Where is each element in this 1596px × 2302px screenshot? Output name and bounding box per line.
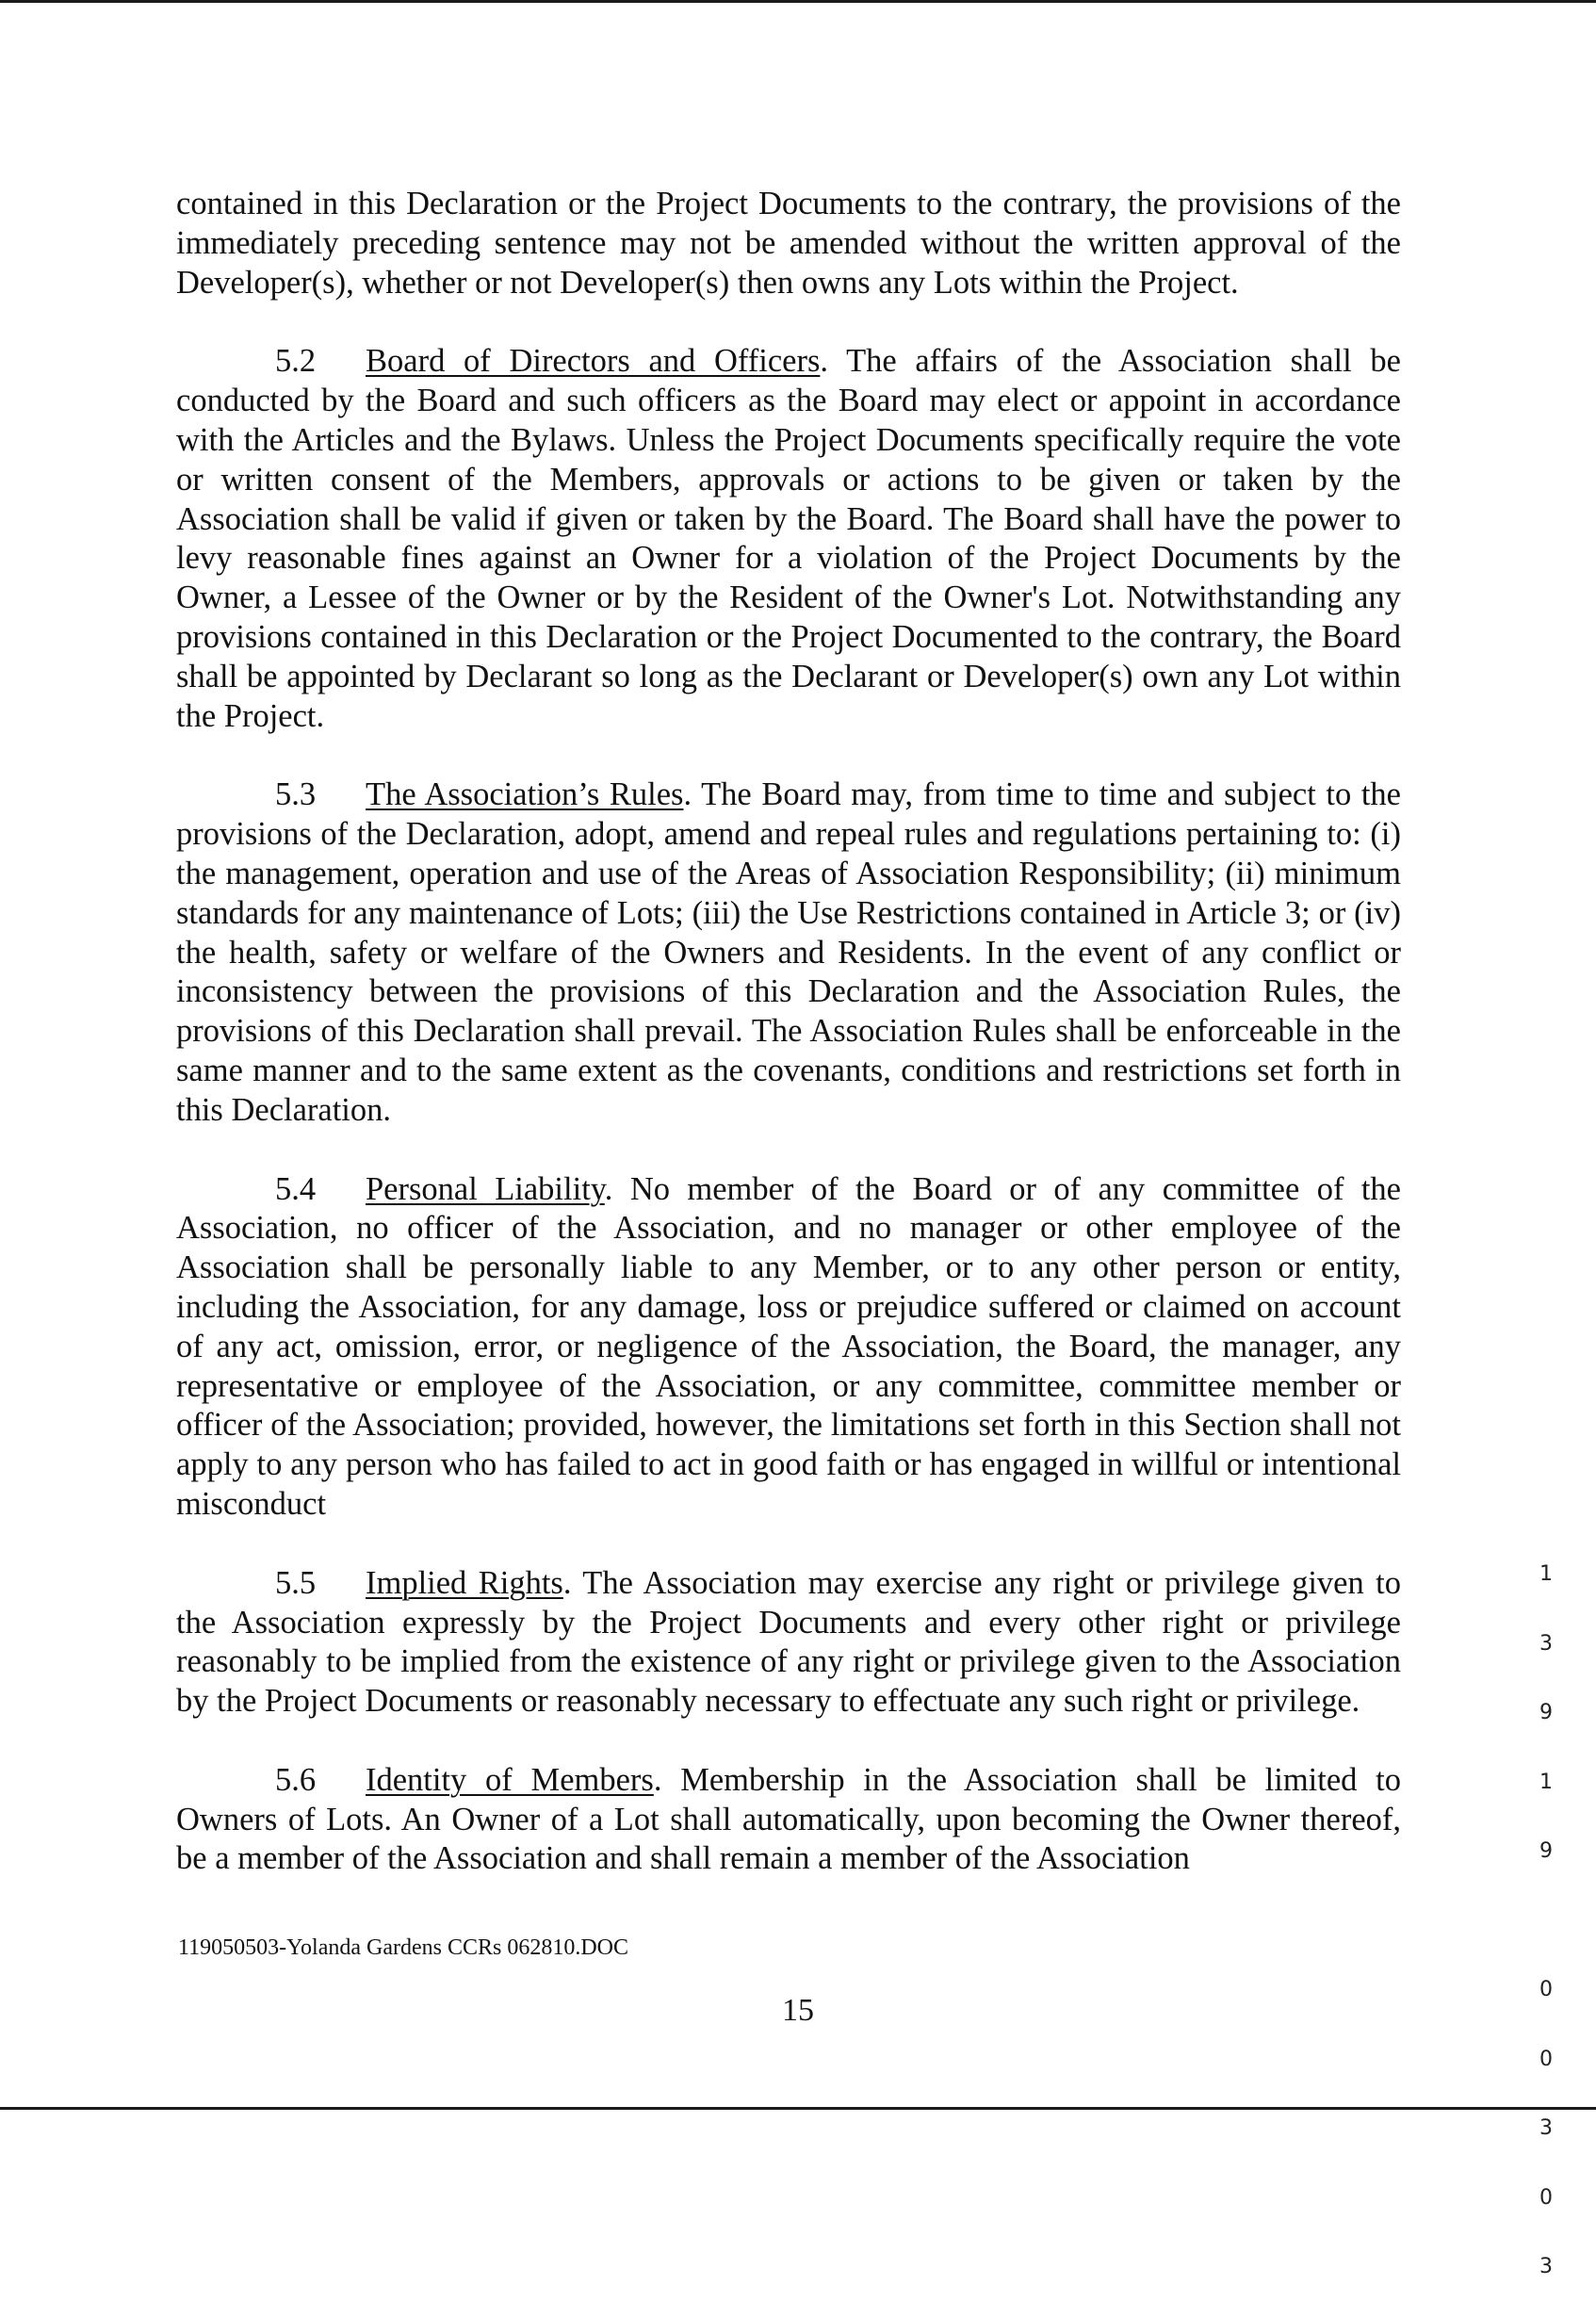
stamp-char: 3	[1539, 1631, 1553, 1656]
section-title: Personal Liability	[366, 1170, 605, 1207]
stamp-char: 9	[1539, 1701, 1553, 1724]
stamp-char: 1	[1539, 1770, 1553, 1794]
section-body: . The affairs of the Association shall be conducted by the Board and such officers as the Board may elect or appoint in accordance with the Articles and the Bylaws. Unless the Project Documents specifically require the vote or written consent of the Members, approvals or actions to be given or taken by the Association shall be valid if given or taken by the Board. The Board shall have the power to levy reasonable fines against an Owner for a violation of the Project Documents by the Owner, a Lessee of the Owner or by the Resident of the Owner's Lot. Notwithstanding any provisions contained in this Declaration or the Project Documented to the contrary, the Board shall be appointed by Declarant so long as the Declarant or Developer(s) own any Lot within the Project.	[176, 343, 1401, 734]
stamp-char: 3	[1539, 2116, 1553, 2140]
section-title: The Association’s Rules	[366, 776, 684, 813]
stamp-char: 0	[1539, 2047, 1553, 2071]
stamp-char: 1	[1539, 1562, 1553, 1586]
footer-document-id: 119050503-Yolanda Gardens CCRs 062810.DOC	[178, 1935, 629, 1960]
document-body	[176, 185, 1401, 1918]
scan-border-bottom	[0, 2107, 1596, 2110]
section-number: 5.4	[275, 1170, 317, 1207]
stamp-gap	[1534, 1910, 1558, 1934]
section-5-4	[176, 1170, 1401, 1525]
section-number: 5.5	[275, 1564, 317, 1601]
scan-border-top	[0, 0, 1596, 3]
section-body: . The Association may exercise any right or privilege given to the Association expressly by the Project Documents and every other right or privilege reasonably to be implied from the existence of any right or privilege given to the Association by the Project Documents or reasonably necessary to effectuate any such right or privilege.	[176, 1564, 1401, 1720]
section-number: 5.6	[275, 1761, 317, 1798]
continuation-paragraph: contained in this Declaration or the Project Documents to the contrary, the provisions of the immediately preceding sentence may not be amended without the written approval of the Developer(s), whether or not Developer(s) then owns any Lots within the Project.	[176, 186, 1401, 301]
page-number: 15	[782, 1993, 814, 2028]
section-body: . The Board may, from time to time and subject to the provisions of the Declaration, adopt, amend and repeal rules and regulations pertaining to: (i) the management, operation and use of the Areas of Association Responsibility; (ii) minimum standards for any maintenance of Lots; (iii) the Use Restrictions contained in Article 3; or (iv) the health, safety or welfare of the Owners and Residents. In the event of any conflict or inconsistency between the provisions of this Declaration and the Association Rules, the provisions of this Declaration shall prevail. The Association Rules shall be enforceable in the same manner and to the same extent as the covenants, conditions and restrictions set forth in this Declaration.	[176, 776, 1401, 1128]
section-body: . No member of the Board or of any committee of the Association, no officer of the Association, and no manager or other employee of the Association shall be personally liable to any Member, or to any other person or entity, including the Association, for any damage, loss or prejudice suffered or claimed on account of any act, omission, error, or negligence of the Association, the Board, the manager, any representative or employee of the Association, or any committee, committee member or officer of the Association; provided, however, the limitations set forth in this Section shall not apply to any person who has failed to act in good faith or has engaged in willful or intentional misconduct	[176, 1170, 1401, 1522]
section-5-5	[176, 1564, 1401, 1722]
section-title: Identity of Members	[366, 1761, 654, 1798]
section-5-6	[176, 1761, 1401, 1879]
stamp-char: 0	[1539, 1978, 1553, 2001]
stamp-char: 3	[1539, 2255, 1553, 2278]
section-body: . Membership in the Association shall be limited to Owners of Lots. An Owner of a Lot shall automatically, upon becoming the Owner thereof, be a member of the Association and shall remain a member of the Association	[176, 1761, 1401, 1877]
section-title: Implied Rights	[366, 1564, 563, 1601]
stamp-char: 0	[1539, 2185, 1553, 2210]
section-5-2	[176, 342, 1401, 736]
section-5-3	[176, 775, 1401, 1130]
section-number: 5.2	[275, 343, 317, 380]
section-number: 5.3	[275, 776, 317, 813]
section-title: Board of Directors and Officers	[366, 343, 821, 380]
stamp-char: 9	[1539, 1839, 1553, 1863]
recording-stamp	[1534, 1517, 1558, 2302]
